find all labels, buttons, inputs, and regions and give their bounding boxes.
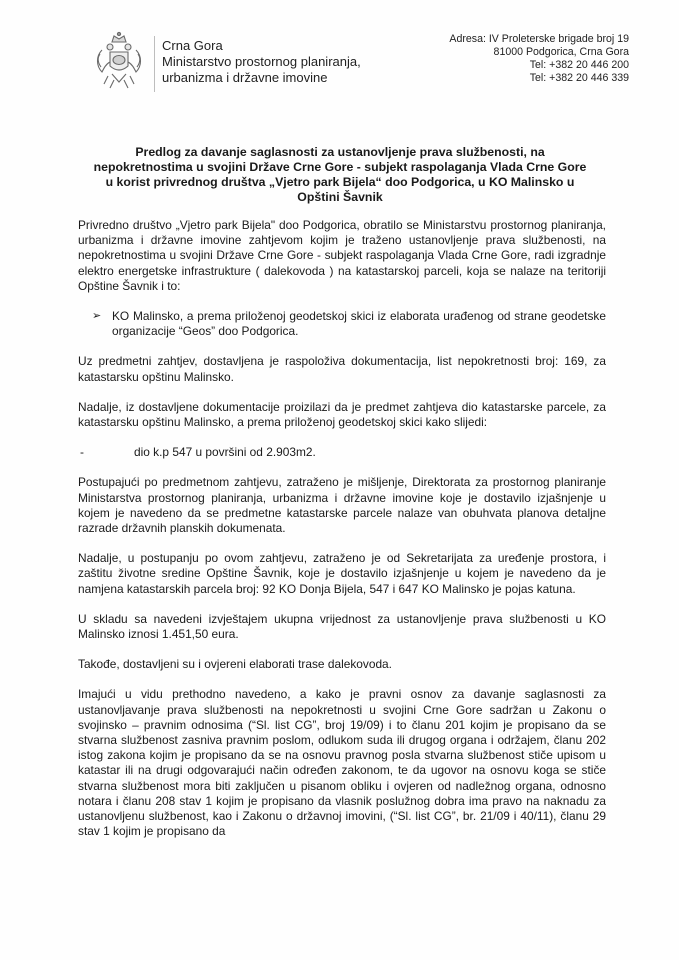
paragraph-secretariat-opinion: Nadalje, u postupanju po ovom zahtjevu, zatraženo je od Sekretarijata za uređenje prostora, i zaštitu životne sredine Opštine Šavnik, koje je dostavilo izjašnjenje u kojem je navedeno da je namjena katastarskih parcela broj: 92 KO Donja Bijela, 547 i 647 KO Malinsko je pojas katuna. <box>78 551 606 596</box>
address-city: 81000 Podgorica, Crna Gora <box>493 46 629 58</box>
document-body <box>78 218 606 840</box>
org-line-ministry-cont: urbanizma i državne imovine <box>162 70 328 85</box>
ministry-name <box>162 38 361 86</box>
title-line: u korist privrednog društva „Vjetro park Bijela“ doo Podgorica, u KO Malinsko u <box>105 175 575 189</box>
dash-item-parcel <box>78 445 606 460</box>
document-title <box>78 145 602 205</box>
address-street: Adresa: IV Proleterske brigade broj 19 <box>449 33 629 45</box>
org-line-country: Crna Gora <box>162 38 223 53</box>
address-phone-2: Tel: +382 20 446 339 <box>529 72 629 84</box>
contact-address <box>449 33 629 85</box>
paragraph-valuation: U skladu sa navedeni izvještajem ukupna vrijednost za ustanovljenje prava službenosti u KO Malinsko iznosi 1.451,50 eura. <box>78 611 606 642</box>
title-line: Opštini Šavnik <box>297 190 383 204</box>
paragraph-elaborates: Takođe, dostavljeni su i ovjereni elaborati trase dalekovoda. <box>78 657 392 672</box>
dash-bullet-icon: - <box>80 445 84 460</box>
paragraph-request: Privredno društvo „Vjetro park Bijela" doo Podgorica, obratilo se Ministarstvu prostornog planiranja, urbanizma i državne imovine zahtjevom kojim je traženo ustanovljenje prava službenosti, na nepokretnostima u svojini Države Crne Gore - subjekt raspolaganja Vlada Crne Gore, radi izgradnje elektro energetske infrastrukture ( dalekovoda ) na katastarskoj parceli, koja se nalaze na teritoriji Opštine Šavnik i to: <box>78 218 606 293</box>
paragraph-legal-basis: Imajući u vidu prethodno navedeno, a kako je pravni osnov za davanje saglasnosti za ustanovljavanje prava službenosti na nepokretnosti u svojini Crne Gore sadržan u Zakonu o svojinsko – pravnim odnosima (“Sl. list CG”, broj 19/09) i to članu 201 kojim je propisano da se stvarna službenost zasniva pravnim poslom, odlukom suda ili drugog organa i održajem, članu 202 istog zakona kojim je propisano da se na osnovu pravnog posla stvarna službenost stiče upisom u katastar ili na drugi odgovarajući način određen zakonom, te da ugovor na osnovu koga se stiče stvarna službenost mora biti zaključen u pisanom obliku i ovjeren od nadležnog organa, odnosno notara i članu 208 stav 1 kojim je propisano da vlasnik poslužnog dobra ima pravo na naknadu za ustanovljenu službenost, kao i Zakonu o državnoj imovini, (“Sl. list CG”, br. 21/09 i 40/11), članu 29 stav 1 kojim je propisano da <box>78 687 606 839</box>
montenegro-coat-of-arms-icon <box>92 30 146 92</box>
bullet-text: KO Malinsko, a prema priloženoj geodetskoj skici iz elaborata urađenog od strane geodetske organizacije “Geos” doo Podgorica. <box>112 309 606 339</box>
paragraph-documentation: Uz predmetni zahtjev, dostavljena je raspoloživa dokumentacija, list nepokretnosti broj: 169, za katastarsku opštinu Malinsko. <box>78 354 606 384</box>
arrow-bullet-icon: ➢ <box>92 310 102 323</box>
dash-item-text: dio k.p 547 u površini od 2.903m2. <box>134 445 316 460</box>
paragraph-parcel-subject: Nadalje, iz dostavljene dokumentacije proizilazi da je predmet zahtjeva dio katastarske parcele, za katastarsku opštinu Malinsko, a prema priloženoj geodetskoj skici kako slijedi: <box>78 399 606 430</box>
paragraph-directorate-opinion: Postupajući po predmetnom zahtjevu, zatraženo je mišljenje, Direktorata za prostornog planiranje Ministarstva prostornog planiranja, urbanizma i državne imovine koje je dostavilo izjašnjenje u kojem je navedeno da se predmetne katastarske parcele nalaze van obuhvata planova detaljne razrade državnih planskih dokumenata. <box>78 475 606 536</box>
bullet-item-ko-malinsko <box>78 309 606 339</box>
title-line: nepokretnostima u svojini Države Crne Gore - subjekt raspolaganja Vlada Crne Gore <box>93 160 587 174</box>
header-divider <box>154 36 155 92</box>
title-line: Predlog za davanje saglasnosti za ustanovljenje prava službenosti, na <box>135 145 545 159</box>
org-line-ministry: Ministarstvo prostornog planiranja, <box>162 54 361 69</box>
address-phone-1: Tel: +382 20 446 200 <box>529 59 629 71</box>
